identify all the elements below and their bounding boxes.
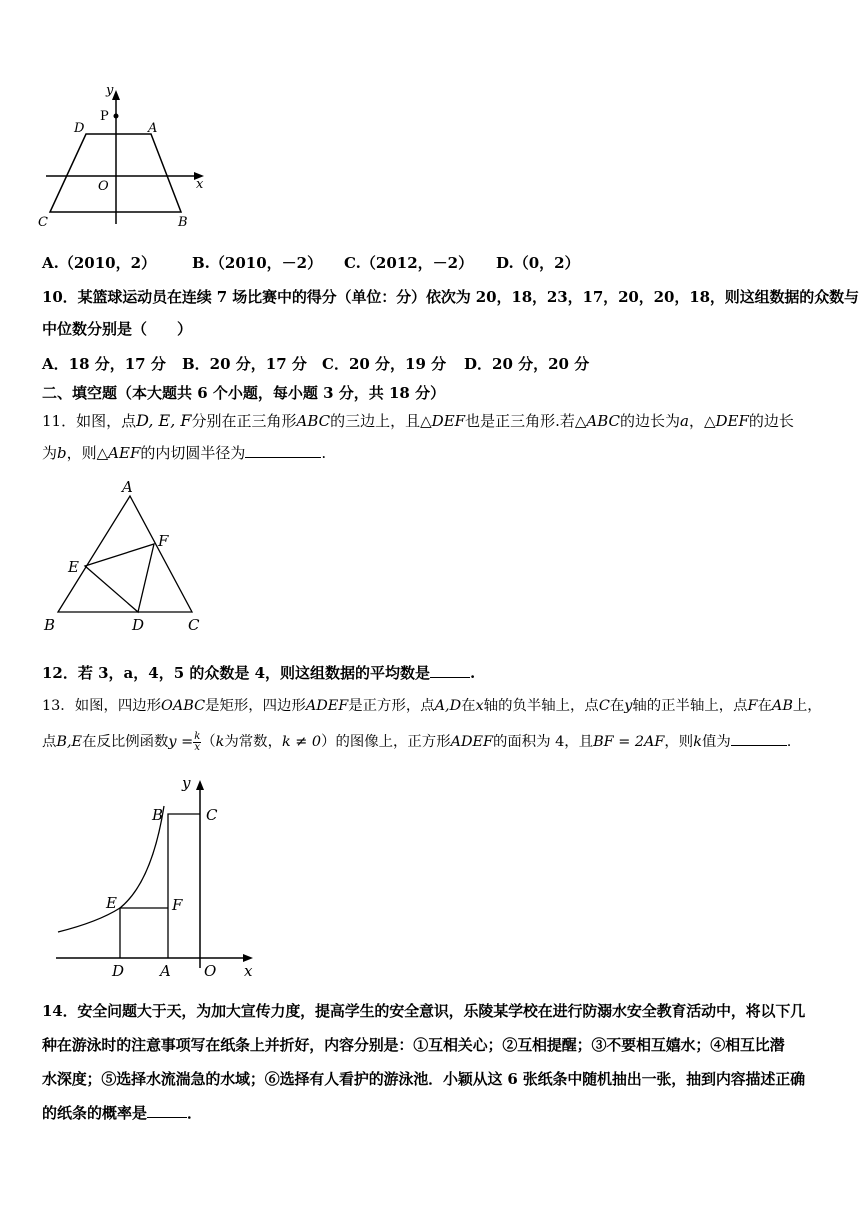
- x-axis-arrow: [243, 954, 253, 962]
- q13-y: y: [624, 698, 633, 714]
- q9-option-d: D.（0，2）: [496, 254, 580, 272]
- q9-option-a: A.（2010，2）: [42, 254, 157, 272]
- q13-kne: k ≠ 0: [281, 734, 322, 750]
- q11-b: b: [57, 444, 67, 462]
- q12-line: [42, 662, 475, 683]
- q13-t8: 在: [757, 698, 772, 714]
- label-b: B: [178, 215, 188, 230]
- label-x: x: [244, 962, 253, 980]
- triangle-abc: [58, 496, 192, 612]
- q11-line1: [42, 410, 794, 431]
- square-adef: [120, 908, 168, 958]
- label-d: D: [112, 962, 125, 980]
- label-b: B: [152, 806, 164, 824]
- q14-end: ．: [187, 1104, 203, 1122]
- q13-c: C: [598, 698, 610, 714]
- q11-text-8: 为: [42, 444, 58, 462]
- label-o: O: [98, 179, 109, 194]
- q13-line1: [42, 694, 822, 715]
- q13-yeq: y =: [168, 734, 194, 750]
- rectangle-oabc: [168, 814, 200, 958]
- q13-t11: 在反比例函数: [82, 734, 169, 750]
- q12-answer-blank[interactable]: [430, 676, 470, 678]
- q11-text-9: ，则: [66, 444, 97, 462]
- section-heading-fill-in: 二、填空题（本大题共 6 个小题，每小题 3 分，共 18 分）: [42, 384, 446, 402]
- q13-f: F: [747, 698, 758, 714]
- q10-option-a: A．18 分，17 分: [42, 355, 166, 373]
- q13-ab: AB: [771, 698, 793, 714]
- q13-adef: ADEF: [305, 698, 349, 714]
- q13-be: B,E: [56, 734, 83, 750]
- point-p: [114, 114, 119, 119]
- triangle-def: [85, 544, 154, 612]
- q14-line3: 水深度；⑤选择水流湍急的水域；⑥选择有人看护的游泳池．小颖从这 6 张纸条中随机抽出一张，抽到内容描述正确: [42, 1070, 805, 1088]
- label-f: F: [158, 532, 169, 550]
- q9-option-b: B.（2010，－2）: [192, 254, 323, 272]
- q14-answer-blank[interactable]: [147, 1116, 187, 1118]
- q11-text-3: 的三边上，且: [330, 412, 421, 430]
- label-p: P: [100, 109, 109, 124]
- label-a: A: [148, 121, 158, 136]
- q14-text: 的纸条的概率是: [42, 1104, 148, 1122]
- label-a: A: [160, 962, 171, 980]
- q13-t16: ，则: [664, 734, 694, 750]
- q13-t7: 轴的正半轴上，点: [632, 698, 748, 714]
- q12-end: .: [470, 664, 476, 682]
- q11-tri-abc: △ABC: [574, 412, 620, 430]
- q13-t3: 是正方形，点: [348, 698, 435, 714]
- q10-line2: 中位数分别是（ ）: [42, 320, 193, 338]
- q11-text-5: 的边长为: [620, 412, 681, 430]
- q11-text-4: 也是正三角形.若: [465, 412, 575, 430]
- q13-x: x: [475, 698, 484, 714]
- q14-line2: 种在游泳时的注意事项写在纸条上并折好，内容分别是：①互相关心；②互相提醒；③不要相互嬉水；④相互比潜: [42, 1036, 785, 1054]
- q11-tri-aef: △AEF: [96, 444, 141, 462]
- q13-ad: A,D: [434, 698, 462, 714]
- q13-t1: 13．如图，四边形: [42, 698, 162, 714]
- q9-option-c: C.（2012，－2）: [344, 254, 474, 272]
- label-y: y: [106, 83, 114, 98]
- q13-adef-2: ADEF: [450, 734, 494, 750]
- figure-q9-trapezoid: [36, 82, 216, 232]
- hyperbola-curve: [58, 806, 164, 932]
- q11-text-7: 的边长: [748, 412, 794, 430]
- q10-option-b: B．20 分，17 分: [182, 355, 307, 373]
- q11-line2: [42, 442, 326, 463]
- q11-a: a: [680, 412, 689, 430]
- q11-text-11: .: [321, 444, 327, 462]
- q13-t13: 为常数，: [224, 734, 282, 750]
- q11-tri-def-2: △DEF: [703, 412, 749, 430]
- q11-answer-blank[interactable]: [245, 456, 321, 458]
- figure-q11-triangles: [40, 478, 220, 638]
- q13-oabc: OABC: [161, 698, 206, 714]
- label-c: C: [188, 616, 200, 634]
- q13-frac-den: x: [194, 741, 201, 753]
- q13-t4: 在: [461, 698, 476, 714]
- q11-abc: ABC: [296, 412, 331, 430]
- label-d: D: [74, 121, 85, 136]
- q13-answer-blank[interactable]: [731, 744, 787, 746]
- q14-line4: [42, 1102, 202, 1123]
- label-d: D: [132, 616, 145, 634]
- q13-t15: 的面积为 4，且: [493, 734, 594, 750]
- label-x: x: [196, 177, 204, 192]
- q13-t17: 值为: [701, 734, 731, 750]
- q13-frac-num: k: [194, 730, 201, 742]
- q11-text-1: 11．如图，点: [42, 412, 137, 430]
- q11-points-def: D, E, F: [136, 411, 192, 430]
- label-b: B: [44, 616, 56, 634]
- q11-text-2: 分别在正三角形: [191, 412, 297, 430]
- q11-text-6: ，: [688, 412, 704, 430]
- q10-option-d: D．20 分，20 分: [464, 355, 590, 373]
- q10-line1: 10．某篮球运动员在连续 7 场比赛中的得分（单位：分）依次为 20，18，23，17，20，20，18，则这组数据的众数与: [42, 288, 859, 306]
- label-c: C: [206, 806, 218, 824]
- q13-k1: k: [215, 734, 225, 750]
- label-o: O: [204, 962, 217, 980]
- label-e: E: [68, 558, 79, 576]
- q13-t2: 是矩形，四边形: [205, 698, 306, 714]
- figure-q13-hyperbola: [50, 772, 265, 982]
- q13-line2: [42, 730, 791, 753]
- q13-t5: 轴的负半轴上，点: [483, 698, 599, 714]
- q13-t18: .: [786, 734, 792, 750]
- q12-text: 12．若 3，a，4，5 的众数是 4，则这组数据的平均数是: [42, 664, 431, 682]
- q13-t12: （: [201, 734, 216, 750]
- q13-t9: 上，: [792, 698, 822, 714]
- q13-t10: 点: [42, 734, 57, 750]
- q10-option-c: C．20 分，19 分: [322, 355, 447, 373]
- q11-text-10: 的内切圆半径为: [140, 444, 246, 462]
- y-axis-arrow: [196, 780, 204, 790]
- q11-tri-def: △DEF: [420, 412, 466, 430]
- label-c: C: [38, 215, 48, 230]
- label-y: y: [182, 774, 191, 792]
- q14-line1: 14．安全问题大于天，为加大宣传力度，提高学生的安全意识，乐陵某学校在进行防溺水安全教育活动中，将以下几: [42, 1002, 806, 1020]
- q13-bf: BF = 2AF: [593, 734, 665, 750]
- label-e: E: [106, 894, 117, 912]
- q13-t6: 在: [609, 698, 625, 714]
- q13-t14: ）的图像上，正方形: [321, 734, 451, 750]
- label-a: A: [122, 478, 133, 496]
- label-f: F: [172, 896, 183, 914]
- q13-k2: k: [693, 734, 702, 750]
